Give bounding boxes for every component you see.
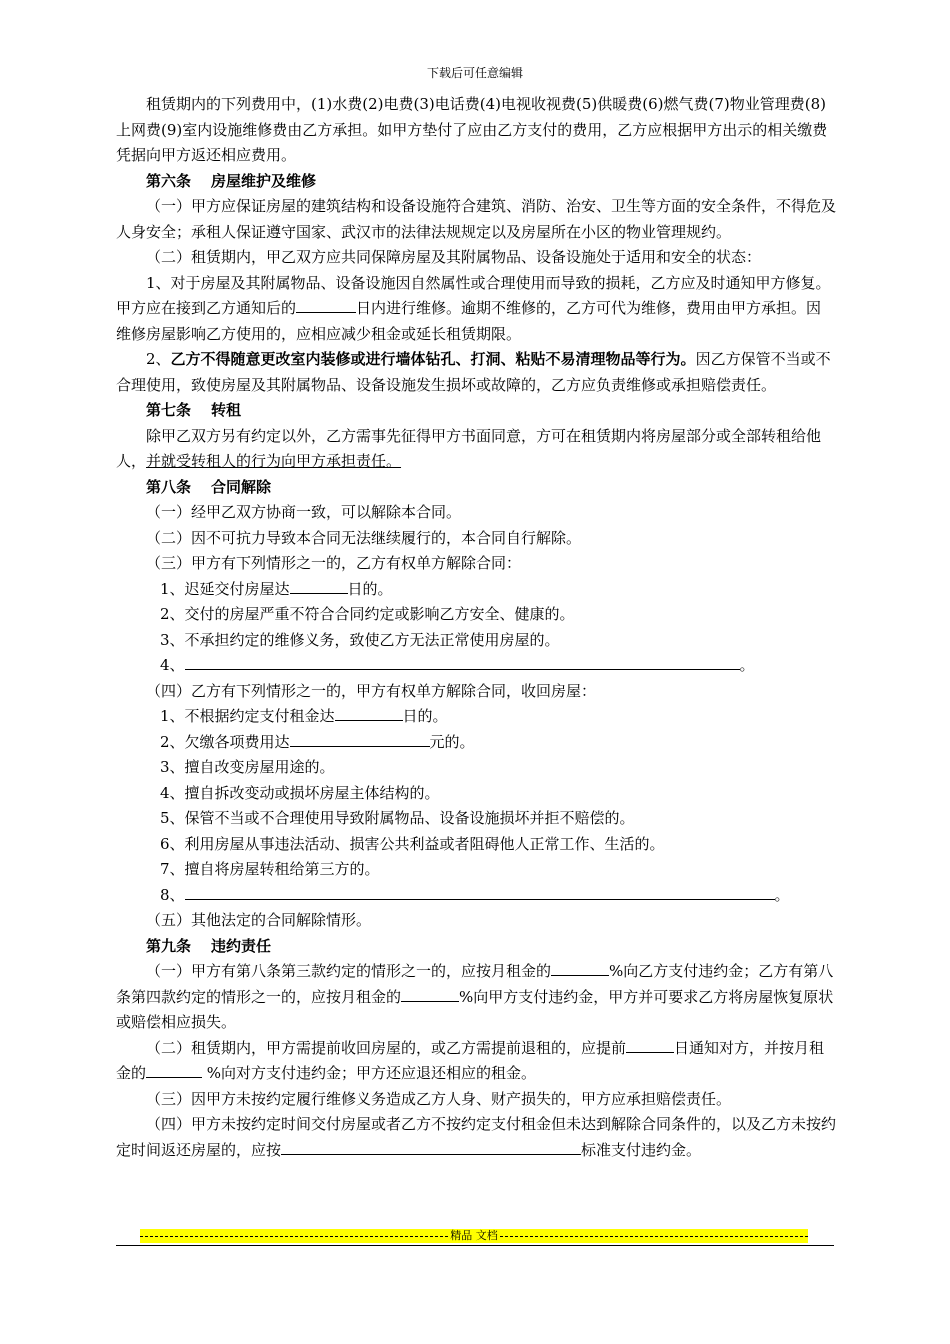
footer-rule	[116, 1245, 834, 1246]
fill-blank	[281, 1140, 581, 1155]
article-9-heading	[116, 934, 836, 960]
article-number: 第七条	[146, 401, 192, 419]
article-8-clause-1: （一）经甲乙双方协商一致，可以解除本合同。	[146, 503, 462, 521]
article-9-clause-3: （三）因甲方未按约定履行维修义务造成乙方人身、财产损失的，甲方应承担赔偿责任。	[146, 1089, 732, 1108]
fill-blank	[290, 579, 348, 594]
article-7-clause	[116, 424, 836, 475]
article-8-4-item-4: 4、擅自拆改变动或损坏房屋主体结构的。	[160, 783, 440, 802]
clause-text: %向对方支付违约金；甲方还应退还相应的租金。	[202, 1064, 537, 1082]
fill-blank	[185, 885, 775, 900]
fill-blank	[335, 706, 403, 721]
article-8-4-item-5: 5、保管不当或不合理使用导致附属物品、设备设施损坏并拒不赔偿的。	[160, 809, 635, 827]
article-8-3-item-3: 3、不承担约定的维修义务，致使乙方无法正常使用房屋的。	[160, 630, 560, 649]
article-8-clause-5: （五）其他法定的合同解除情形。	[146, 911, 372, 929]
clause-text: 元的。	[429, 732, 475, 751]
clause-text: %向甲方支付违约金，甲方并可要求乙方将房屋恢复原状或赔偿相应损失。	[116, 987, 834, 1031]
article-number: 第六条	[146, 171, 192, 190]
article-8-4-item-6: 6、利用房屋从事违法活动、损害公共利益或者阻碍他人正常工作、生活的。	[160, 834, 665, 853]
clause-text: 1、对于房屋及其附属物品、设备设施因自然属性或合理使用而导致的损耗，乙方应及时通知甲方修复。甲方应在接到乙方通知后的	[116, 273, 831, 317]
article-number: 第九条	[146, 936, 192, 955]
clause-text: 1、迟延交付房屋达	[160, 579, 290, 598]
article-9-clause-1	[116, 959, 836, 1036]
fill-blank	[626, 1038, 674, 1053]
item-number: 2、	[146, 350, 171, 368]
fill-blank	[401, 987, 459, 1002]
document-body	[116, 92, 836, 1163]
fill-blank	[290, 732, 430, 747]
footer-label: 精品 文档	[450, 1229, 498, 1242]
clause-text: 1、不根据约定支付租金达	[160, 707, 335, 725]
clause-text: 日的。	[402, 707, 448, 725]
clause-text: 。	[739, 656, 755, 674]
article-8-4-item-2	[116, 730, 836, 756]
fill-blank	[296, 298, 356, 313]
article-8-clause-3: （三）甲方有下列情形之一的，乙方有权单方解除合同：	[146, 554, 522, 572]
clause-text: %向乙方支付违约金；乙方有第八条第四款约定的情形之一的，应按月租金的	[116, 962, 834, 1006]
article-8-4-item-3: 3、擅自改变房屋用途的。	[160, 758, 335, 776]
article-8-clause-4: （四）乙方有下列情形之一的，甲方有权单方解除合同，收回房屋：	[146, 681, 597, 700]
article-8-heading	[116, 475, 836, 501]
clause-text: （二）租赁期内，甲方需提前收回房屋的，或乙方需提前退租的，应提前	[146, 1038, 627, 1057]
article-8-4-item-8	[116, 883, 836, 909]
page-footer	[140, 1229, 808, 1243]
clause-text: 因乙方保管不当或不合理使用，致使房屋及其附属物品、设备设施发生损坏或故障的，乙方应负责维修或承担赔偿责任。	[116, 350, 831, 394]
article-6-clause-1: （一）甲方应保证房屋的建筑结构和设备设施符合建筑、消防、治安、卫生等方面的安全条件，不得危及人身安全；承租人保证遵守国家、武汉市的法律法规规定以及房屋所在小区的物业管理规约。	[116, 197, 837, 241]
clause-text: 标准支付违约金。	[581, 1140, 702, 1159]
article-7-heading	[116, 398, 836, 424]
article-9-clause-4	[116, 1112, 836, 1163]
clause-text: 日的。	[347, 579, 393, 598]
article-title: 房屋维护及维修	[211, 171, 317, 190]
dash-line-left	[140, 1236, 448, 1237]
article-6-item-1	[116, 271, 836, 348]
page-header: 下载后可任意编辑	[426, 66, 523, 80]
clause-text: 。	[774, 885, 790, 904]
article-8-3-item-1	[116, 577, 836, 603]
article-number: 第八条	[146, 477, 192, 496]
article-8-3-item-4	[116, 653, 836, 679]
article-8-4-item-7: 7、擅自将房屋转租给第三方的。	[160, 860, 380, 878]
article-8-3-item-2: 2、交付的房屋严重不符合合同约定或影响乙方安全、健康的。	[160, 605, 575, 623]
article-6-heading	[116, 169, 836, 195]
article-9-clause-2	[116, 1036, 836, 1087]
item-number: 8、	[160, 885, 185, 904]
underlined-clause: 并就受转租人的行为向甲方承担责任。	[146, 452, 402, 470]
fill-blank	[185, 655, 740, 670]
article-8-clause-2: （二）因不可抗力导致本合同无法继续履行的，本合同自行解除。	[146, 528, 582, 547]
clause-text: 2、欠缴各项费用达	[160, 732, 290, 751]
clause-text: 日通知对方，并按月租金的	[116, 1038, 825, 1082]
article-title: 转租	[211, 401, 242, 419]
article-8-4-item-1	[116, 704, 836, 730]
article-title: 违约责任	[211, 936, 272, 955]
clause-text: 除甲乙双方另有约定以外，乙方需事先征得甲方书面同意，方可在租赁期内将房屋部分或全部转租给他人，	[116, 426, 822, 470]
bold-clause: 乙方不得随意更改室内装修或进行墙体钻孔、打洞、粘贴不易清理物品等行为。	[170, 350, 696, 368]
article-6-clause-2: （二）租赁期内，甲乙双方应共同保障房屋及其附属物品、设备设施处于适用和安全的状态：	[146, 248, 762, 266]
item-number: 4、	[160, 656, 185, 674]
article-title: 合同解除	[211, 477, 272, 496]
fill-blank	[146, 1063, 202, 1078]
fees-paragraph: 租赁期内的下列费用中，(1)水费(2)电费(3)电话费(4)电视收视费(5)供暖费(6)燃气费(7)物业管理费(8)上网费(9)室内设施维修费由乙方承担。如甲方垫付了应由乙方支付的费用，乙方应根据甲方出示的相关缴费凭据向甲方返还相应费用。	[116, 95, 828, 164]
dash-line-right	[500, 1236, 808, 1237]
fill-blank	[551, 961, 609, 976]
article-6-item-2	[116, 347, 836, 398]
clause-text: （一）甲方有第八条第三款约定的情形之一的，应按月租金的	[146, 962, 552, 980]
clause-text: （四）甲方未按约定时间交付房屋或者乙方不按约定支付租金但未达到解除合同条件的，以及乙方未按约定时间返还房屋的，应按	[116, 1115, 837, 1159]
clause-text: 日内进行维修。逾期不维修的，乙方可代为维修，费用由甲方承担。因维修房屋影响乙方使用的，应相应减少租金或延长租赁期限。	[116, 299, 822, 343]
